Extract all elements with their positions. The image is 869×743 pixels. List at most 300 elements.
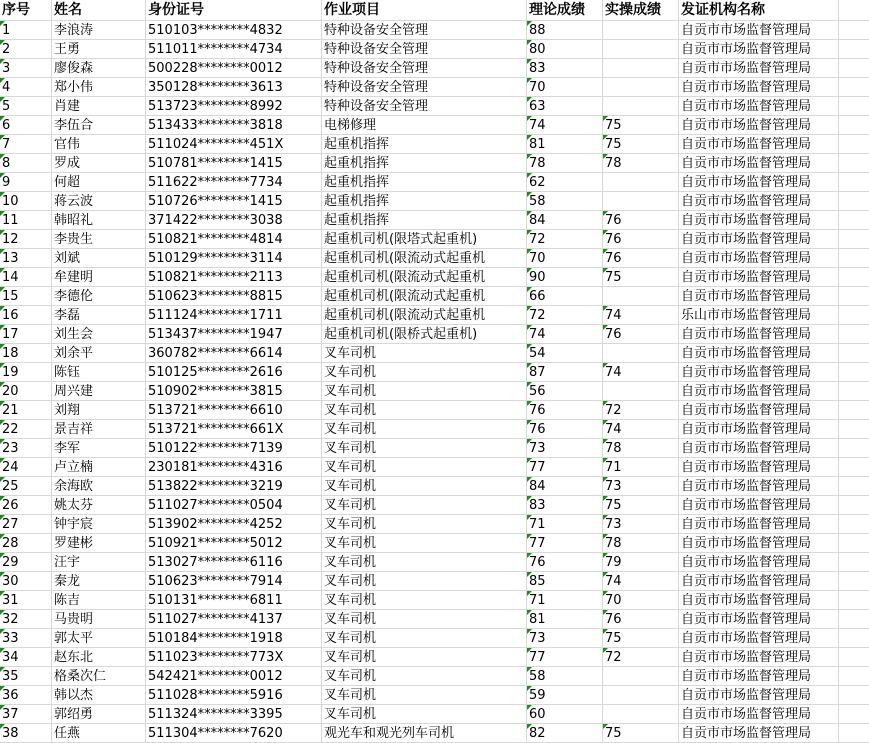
empty-cell[interactable] bbox=[839, 306, 869, 325]
id-cell[interactable]: 513437********1947 bbox=[146, 325, 322, 344]
authority-cell[interactable]: 自贡市市场监督管理局 bbox=[679, 173, 839, 192]
seq-cell[interactable]: 25 bbox=[0, 477, 52, 496]
name-cell[interactable]: 李伍合 bbox=[52, 116, 146, 135]
seq-cell[interactable]: 22 bbox=[0, 420, 52, 439]
project-cell[interactable]: 起重机司机(限流动式起重机 bbox=[322, 268, 527, 287]
authority-cell[interactable]: 自贡市市场监督管理局 bbox=[679, 78, 839, 97]
id-cell[interactable]: 510623********8815 bbox=[146, 287, 322, 306]
seq-cell[interactable]: 8 bbox=[0, 154, 52, 173]
authority-cell[interactable]: 自贡市市场监督管理局 bbox=[679, 59, 839, 78]
practical-score-cell[interactable]: 72 bbox=[603, 648, 679, 667]
project-cell[interactable]: 叉车司机 bbox=[322, 553, 527, 572]
empty-cell[interactable] bbox=[839, 648, 869, 667]
empty-cell[interactable] bbox=[839, 268, 869, 287]
theory-score-cell[interactable]: 58 bbox=[527, 192, 603, 211]
name-cell[interactable]: 韩以杰 bbox=[52, 686, 146, 705]
seq-cell[interactable]: 35 bbox=[0, 667, 52, 686]
name-cell[interactable]: 李磊 bbox=[52, 306, 146, 325]
authority-cell[interactable]: 自贡市市场监督管理局 bbox=[679, 211, 839, 230]
authority-cell[interactable]: 自贡市市场监督管理局 bbox=[679, 401, 839, 420]
project-cell[interactable]: 起重机司机(限流动式起重机 bbox=[322, 249, 527, 268]
seq-cell[interactable]: 30 bbox=[0, 572, 52, 591]
project-cell[interactable]: 特种设备安全管理 bbox=[322, 78, 527, 97]
seq-cell[interactable]: 18 bbox=[0, 344, 52, 363]
name-cell[interactable]: 牟建明 bbox=[52, 268, 146, 287]
practical-score-cell[interactable] bbox=[603, 287, 679, 306]
empty-cell[interactable] bbox=[839, 154, 869, 173]
id-cell[interactable]: 510921********5012 bbox=[146, 534, 322, 553]
practical-score-cell[interactable]: 78 bbox=[603, 534, 679, 553]
theory-score-cell[interactable]: 81 bbox=[527, 135, 603, 154]
theory-score-cell[interactable]: 77 bbox=[527, 534, 603, 553]
seq-cell[interactable]: 10 bbox=[0, 192, 52, 211]
name-cell[interactable]: 郭绍勇 bbox=[52, 705, 146, 724]
seq-cell[interactable]: 26 bbox=[0, 496, 52, 515]
authority-cell[interactable]: 自贡市市场监督管理局 bbox=[679, 515, 839, 534]
practical-score-cell[interactable] bbox=[603, 173, 679, 192]
name-cell[interactable]: 姚太芬 bbox=[52, 496, 146, 515]
name-cell[interactable]: 汪宇 bbox=[52, 553, 146, 572]
practical-score-cell[interactable]: 74 bbox=[603, 420, 679, 439]
name-cell[interactable]: 郑小伟 bbox=[52, 78, 146, 97]
id-cell[interactable]: 510131********6811 bbox=[146, 591, 322, 610]
empty-cell[interactable] bbox=[839, 78, 869, 97]
theory-score-cell[interactable]: 72 bbox=[527, 230, 603, 249]
id-cell[interactable]: 542421********0012 bbox=[146, 667, 322, 686]
authority-cell[interactable]: 自贡市市场监督管理局 bbox=[679, 534, 839, 553]
name-cell[interactable]: 官伟 bbox=[52, 135, 146, 154]
theory-score-cell[interactable]: 59 bbox=[527, 686, 603, 705]
theory-score-cell[interactable]: 74 bbox=[527, 325, 603, 344]
empty-cell[interactable] bbox=[839, 591, 869, 610]
empty-cell[interactable] bbox=[839, 458, 869, 477]
practical-score-cell[interactable]: 76 bbox=[603, 325, 679, 344]
theory-score-cell[interactable]: 76 bbox=[527, 553, 603, 572]
practical-score-cell[interactable]: 73 bbox=[603, 515, 679, 534]
seq-cell[interactable]: 28 bbox=[0, 534, 52, 553]
theory-score-cell[interactable]: 87 bbox=[527, 363, 603, 382]
project-cell[interactable]: 叉车司机 bbox=[322, 515, 527, 534]
authority-cell[interactable]: 自贡市市场监督管理局 bbox=[679, 116, 839, 135]
id-cell[interactable]: 510103********4832 bbox=[146, 21, 322, 40]
project-cell[interactable]: 起重机司机(限流动式起重机 bbox=[322, 306, 527, 325]
name-cell[interactable]: 秦龙 bbox=[52, 572, 146, 591]
name-cell[interactable]: 蒋云波 bbox=[52, 192, 146, 211]
empty-cell[interactable] bbox=[839, 420, 869, 439]
empty-cell[interactable] bbox=[839, 477, 869, 496]
seq-cell[interactable]: 21 bbox=[0, 401, 52, 420]
id-cell[interactable]: 510184********1918 bbox=[146, 629, 322, 648]
authority-cell[interactable]: 自贡市市场监督管理局 bbox=[679, 648, 839, 667]
empty-cell[interactable] bbox=[839, 363, 869, 382]
empty-cell[interactable] bbox=[839, 705, 869, 724]
name-cell[interactable]: 马贵明 bbox=[52, 610, 146, 629]
seq-cell[interactable]: 32 bbox=[0, 610, 52, 629]
practical-score-cell[interactable] bbox=[603, 667, 679, 686]
id-cell[interactable]: 510821********4814 bbox=[146, 230, 322, 249]
header-cell[interactable]: 实操成绩 bbox=[603, 0, 679, 21]
theory-score-cell[interactable]: 78 bbox=[527, 154, 603, 173]
name-cell[interactable]: 何超 bbox=[52, 173, 146, 192]
authority-cell[interactable]: 自贡市市场监督管理局 bbox=[679, 667, 839, 686]
project-cell[interactable]: 叉车司机 bbox=[322, 420, 527, 439]
authority-cell[interactable]: 自贡市市场监督管理局 bbox=[679, 230, 839, 249]
seq-cell[interactable]: 24 bbox=[0, 458, 52, 477]
theory-score-cell[interactable]: 54 bbox=[527, 344, 603, 363]
empty-cell[interactable] bbox=[839, 211, 869, 230]
practical-score-cell[interactable]: 76 bbox=[603, 610, 679, 629]
name-cell[interactable]: 刘翔 bbox=[52, 401, 146, 420]
theory-score-cell[interactable]: 58 bbox=[527, 667, 603, 686]
practical-score-cell[interactable]: 73 bbox=[603, 477, 679, 496]
authority-cell[interactable]: 自贡市市场监督管理局 bbox=[679, 325, 839, 344]
theory-score-cell[interactable]: 77 bbox=[527, 458, 603, 477]
theory-score-cell[interactable]: 76 bbox=[527, 401, 603, 420]
project-cell[interactable]: 叉车司机 bbox=[322, 667, 527, 686]
authority-cell[interactable]: 自贡市市场监督管理局 bbox=[679, 705, 839, 724]
practical-score-cell[interactable]: 76 bbox=[603, 249, 679, 268]
name-cell[interactable]: 景吉祥 bbox=[52, 420, 146, 439]
seq-cell[interactable]: 17 bbox=[0, 325, 52, 344]
authority-cell[interactable]: 自贡市市场监督管理局 bbox=[679, 686, 839, 705]
project-cell[interactable]: 起重机司机(限流动式起重机 bbox=[322, 287, 527, 306]
project-cell[interactable]: 起重机司机(限桥式起重机) bbox=[322, 325, 527, 344]
empty-cell[interactable] bbox=[839, 287, 869, 306]
practical-score-cell[interactable]: 75 bbox=[603, 116, 679, 135]
id-cell[interactable]: 510122********7139 bbox=[146, 439, 322, 458]
id-cell[interactable]: 511011********4734 bbox=[146, 40, 322, 59]
theory-score-cell[interactable]: 84 bbox=[527, 211, 603, 230]
authority-cell[interactable]: 自贡市市场监督管理局 bbox=[679, 363, 839, 382]
id-cell[interactable]: 510902********3815 bbox=[146, 382, 322, 401]
empty-cell[interactable] bbox=[839, 59, 869, 78]
empty-cell[interactable] bbox=[839, 496, 869, 515]
authority-cell[interactable]: 自贡市市场监督管理局 bbox=[679, 382, 839, 401]
project-cell[interactable]: 特种设备安全管理 bbox=[322, 97, 527, 116]
name-cell[interactable]: 格桑次仁 bbox=[52, 667, 146, 686]
practical-score-cell[interactable]: 79 bbox=[603, 553, 679, 572]
seq-cell[interactable]: 7 bbox=[0, 135, 52, 154]
practical-score-cell[interactable] bbox=[603, 40, 679, 59]
seq-cell[interactable]: 1 bbox=[0, 21, 52, 40]
authority-cell[interactable]: 自贡市市场监督管理局 bbox=[679, 724, 839, 743]
id-cell[interactable]: 513721********661X bbox=[146, 420, 322, 439]
id-cell[interactable]: 510726********1415 bbox=[146, 192, 322, 211]
authority-cell[interactable]: 自贡市市场监督管理局 bbox=[679, 439, 839, 458]
name-cell[interactable]: 周兴建 bbox=[52, 382, 146, 401]
seq-cell[interactable]: 4 bbox=[0, 78, 52, 97]
seq-cell[interactable]: 15 bbox=[0, 287, 52, 306]
project-cell[interactable]: 特种设备安全管理 bbox=[322, 21, 527, 40]
project-cell[interactable]: 叉车司机 bbox=[322, 477, 527, 496]
theory-score-cell[interactable]: 66 bbox=[527, 287, 603, 306]
theory-score-cell[interactable]: 80 bbox=[527, 40, 603, 59]
project-cell[interactable]: 电梯修理 bbox=[322, 116, 527, 135]
seq-cell[interactable]: 23 bbox=[0, 439, 52, 458]
practical-score-cell[interactable]: 76 bbox=[603, 230, 679, 249]
name-cell[interactable]: 任燕 bbox=[52, 724, 146, 743]
seq-cell[interactable]: 27 bbox=[0, 515, 52, 534]
practical-score-cell[interactable]: 75 bbox=[603, 268, 679, 287]
name-cell[interactable]: 李浪涛 bbox=[52, 21, 146, 40]
empty-cell[interactable] bbox=[839, 382, 869, 401]
seq-cell[interactable]: 12 bbox=[0, 230, 52, 249]
id-cell[interactable]: 510125********2616 bbox=[146, 363, 322, 382]
project-cell[interactable]: 叉车司机 bbox=[322, 610, 527, 629]
id-cell[interactable]: 513433********3818 bbox=[146, 116, 322, 135]
header-cell[interactable]: 理论成绩 bbox=[527, 0, 603, 21]
id-cell[interactable]: 511027********4137 bbox=[146, 610, 322, 629]
theory-score-cell[interactable]: 85 bbox=[527, 572, 603, 591]
id-cell[interactable]: 510129********3114 bbox=[146, 249, 322, 268]
project-cell[interactable]: 叉车司机 bbox=[322, 648, 527, 667]
authority-cell[interactable]: 自贡市市场监督管理局 bbox=[679, 268, 839, 287]
theory-score-cell[interactable]: 71 bbox=[527, 591, 603, 610]
theory-score-cell[interactable]: 83 bbox=[527, 59, 603, 78]
id-cell[interactable]: 511028********5916 bbox=[146, 686, 322, 705]
practical-score-cell[interactable]: 78 bbox=[603, 154, 679, 173]
authority-cell[interactable]: 自贡市市场监督管理局 bbox=[679, 344, 839, 363]
name-cell[interactable]: 李贵生 bbox=[52, 230, 146, 249]
id-cell[interactable]: 500228********0012 bbox=[146, 59, 322, 78]
empty-cell[interactable] bbox=[839, 116, 869, 135]
theory-score-cell[interactable]: 77 bbox=[527, 648, 603, 667]
id-cell[interactable]: 350128********3613 bbox=[146, 78, 322, 97]
theory-score-cell[interactable]: 56 bbox=[527, 382, 603, 401]
authority-cell[interactable]: 自贡市市场监督管理局 bbox=[679, 629, 839, 648]
practical-score-cell[interactable] bbox=[603, 705, 679, 724]
seq-cell[interactable]: 33 bbox=[0, 629, 52, 648]
authority-cell[interactable]: 自贡市市场监督管理局 bbox=[679, 477, 839, 496]
name-cell[interactable]: 钟宇宸 bbox=[52, 515, 146, 534]
seq-cell[interactable]: 13 bbox=[0, 249, 52, 268]
project-cell[interactable]: 观光车和观光列车司机 bbox=[322, 724, 527, 743]
name-cell[interactable]: 王勇 bbox=[52, 40, 146, 59]
practical-score-cell[interactable]: 74 bbox=[603, 572, 679, 591]
practical-score-cell[interactable]: 74 bbox=[603, 306, 679, 325]
id-cell[interactable]: 510781********1415 bbox=[146, 154, 322, 173]
id-cell[interactable]: 511304********7620 bbox=[146, 724, 322, 743]
seq-cell[interactable]: 3 bbox=[0, 59, 52, 78]
name-cell[interactable]: 廖俊森 bbox=[52, 59, 146, 78]
name-cell[interactable]: 郭太平 bbox=[52, 629, 146, 648]
empty-cell[interactable] bbox=[839, 572, 869, 591]
practical-score-cell[interactable] bbox=[603, 97, 679, 116]
empty-cell[interactable] bbox=[839, 135, 869, 154]
project-cell[interactable]: 叉车司机 bbox=[322, 439, 527, 458]
theory-score-cell[interactable]: 81 bbox=[527, 610, 603, 629]
authority-cell[interactable]: 自贡市市场监督管理局 bbox=[679, 496, 839, 515]
authority-cell[interactable]: 自贡市市场监督管理局 bbox=[679, 135, 839, 154]
project-cell[interactable]: 叉车司机 bbox=[322, 534, 527, 553]
theory-score-cell[interactable]: 60 bbox=[527, 705, 603, 724]
theory-score-cell[interactable]: 62 bbox=[527, 173, 603, 192]
practical-score-cell[interactable]: 76 bbox=[603, 211, 679, 230]
name-cell[interactable]: 罗成 bbox=[52, 154, 146, 173]
authority-cell[interactable]: 自贡市市场监督管理局 bbox=[679, 591, 839, 610]
project-cell[interactable]: 叉车司机 bbox=[322, 591, 527, 610]
authority-cell[interactable]: 乐山市市场监督管理局 bbox=[679, 306, 839, 325]
name-cell[interactable]: 刘斌 bbox=[52, 249, 146, 268]
theory-score-cell[interactable]: 83 bbox=[527, 496, 603, 515]
project-cell[interactable]: 叉车司机 bbox=[322, 382, 527, 401]
theory-score-cell[interactable]: 72 bbox=[527, 306, 603, 325]
practical-score-cell[interactable]: 75 bbox=[603, 724, 679, 743]
project-cell[interactable]: 特种设备安全管理 bbox=[322, 40, 527, 59]
theory-score-cell[interactable]: 76 bbox=[527, 420, 603, 439]
authority-cell[interactable]: 自贡市市场监督管理局 bbox=[679, 458, 839, 477]
theory-score-cell[interactable]: 73 bbox=[527, 629, 603, 648]
header-cell[interactable]: 姓名 bbox=[52, 0, 146, 21]
authority-cell[interactable]: 自贡市市场监督管理局 bbox=[679, 249, 839, 268]
practical-score-cell[interactable]: 78 bbox=[603, 439, 679, 458]
seq-cell[interactable]: 6 bbox=[0, 116, 52, 135]
theory-score-cell[interactable]: 73 bbox=[527, 439, 603, 458]
theory-score-cell[interactable]: 70 bbox=[527, 249, 603, 268]
authority-cell[interactable]: 自贡市市场监督管理局 bbox=[679, 287, 839, 306]
seq-cell[interactable]: 36 bbox=[0, 686, 52, 705]
practical-score-cell[interactable] bbox=[603, 344, 679, 363]
name-cell[interactable]: 刘余平 bbox=[52, 344, 146, 363]
project-cell[interactable]: 起重机指挥 bbox=[322, 135, 527, 154]
id-cell[interactable]: 511324********3395 bbox=[146, 705, 322, 724]
empty-cell[interactable] bbox=[839, 610, 869, 629]
seq-cell[interactable]: 11 bbox=[0, 211, 52, 230]
id-cell[interactable]: 510821********2113 bbox=[146, 268, 322, 287]
practical-score-cell[interactable]: 71 bbox=[603, 458, 679, 477]
empty-cell[interactable] bbox=[839, 325, 869, 344]
header-cell[interactable]: 身份证号 bbox=[146, 0, 322, 21]
theory-score-cell[interactable]: 63 bbox=[527, 97, 603, 116]
name-cell[interactable]: 卢立楠 bbox=[52, 458, 146, 477]
practical-score-cell[interactable]: 75 bbox=[603, 629, 679, 648]
name-cell[interactable]: 李德伦 bbox=[52, 287, 146, 306]
seq-cell[interactable]: 9 bbox=[0, 173, 52, 192]
name-cell[interactable]: 赵东北 bbox=[52, 648, 146, 667]
empty-cell[interactable] bbox=[839, 629, 869, 648]
empty-cell[interactable] bbox=[839, 173, 869, 192]
authority-cell[interactable]: 自贡市市场监督管理局 bbox=[679, 21, 839, 40]
practical-score-cell[interactable]: 70 bbox=[603, 591, 679, 610]
empty-cell[interactable] bbox=[839, 21, 869, 40]
project-cell[interactable]: 叉车司机 bbox=[322, 572, 527, 591]
project-cell[interactable]: 起重机指挥 bbox=[322, 192, 527, 211]
project-cell[interactable]: 特种设备安全管理 bbox=[322, 59, 527, 78]
project-cell[interactable]: 叉车司机 bbox=[322, 705, 527, 724]
authority-cell[interactable]: 自贡市市场监督管理局 bbox=[679, 420, 839, 439]
project-cell[interactable]: 叉车司机 bbox=[322, 496, 527, 515]
practical-score-cell[interactable] bbox=[603, 192, 679, 211]
seq-cell[interactable]: 16 bbox=[0, 306, 52, 325]
empty-cell[interactable] bbox=[839, 230, 869, 249]
empty-cell[interactable] bbox=[839, 192, 869, 211]
project-cell[interactable]: 叉车司机 bbox=[322, 344, 527, 363]
practical-score-cell[interactable]: 75 bbox=[603, 496, 679, 515]
theory-score-cell[interactable]: 74 bbox=[527, 116, 603, 135]
name-cell[interactable]: 刘生会 bbox=[52, 325, 146, 344]
empty-cell[interactable] bbox=[839, 97, 869, 116]
seq-cell[interactable]: 31 bbox=[0, 591, 52, 610]
empty-cell[interactable] bbox=[839, 401, 869, 420]
name-cell[interactable]: 陈钰 bbox=[52, 363, 146, 382]
id-cell[interactable]: 230181********4316 bbox=[146, 458, 322, 477]
authority-cell[interactable]: 自贡市市场监督管理局 bbox=[679, 553, 839, 572]
seq-cell[interactable]: 14 bbox=[0, 268, 52, 287]
practical-score-cell[interactable] bbox=[603, 382, 679, 401]
seq-cell[interactable]: 34 bbox=[0, 648, 52, 667]
empty-cell[interactable] bbox=[839, 439, 869, 458]
id-cell[interactable]: 513027********6116 bbox=[146, 553, 322, 572]
practical-score-cell[interactable]: 75 bbox=[603, 135, 679, 154]
seq-cell[interactable]: 2 bbox=[0, 40, 52, 59]
id-cell[interactable]: 371422********3038 bbox=[146, 211, 322, 230]
authority-cell[interactable]: 自贡市市场监督管理局 bbox=[679, 154, 839, 173]
practical-score-cell[interactable]: 72 bbox=[603, 401, 679, 420]
project-cell[interactable]: 起重机指挥 bbox=[322, 154, 527, 173]
seq-cell[interactable]: 37 bbox=[0, 705, 52, 724]
seq-cell[interactable]: 29 bbox=[0, 553, 52, 572]
project-cell[interactable]: 叉车司机 bbox=[322, 458, 527, 477]
seq-cell[interactable]: 20 bbox=[0, 382, 52, 401]
empty-cell[interactable] bbox=[839, 0, 869, 21]
practical-score-cell[interactable]: 74 bbox=[603, 363, 679, 382]
authority-cell[interactable]: 自贡市市场监督管理局 bbox=[679, 40, 839, 59]
name-cell[interactable]: 李军 bbox=[52, 439, 146, 458]
project-cell[interactable]: 叉车司机 bbox=[322, 686, 527, 705]
theory-score-cell[interactable]: 90 bbox=[527, 268, 603, 287]
project-cell[interactable]: 起重机指挥 bbox=[322, 173, 527, 192]
empty-cell[interactable] bbox=[839, 686, 869, 705]
id-cell[interactable]: 511124********1711 bbox=[146, 306, 322, 325]
seq-cell[interactable]: 19 bbox=[0, 363, 52, 382]
authority-cell[interactable]: 自贡市市场监督管理局 bbox=[679, 192, 839, 211]
empty-cell[interactable] bbox=[839, 724, 869, 743]
project-cell[interactable]: 起重机指挥 bbox=[322, 211, 527, 230]
seq-cell[interactable]: 38 bbox=[0, 724, 52, 743]
id-cell[interactable]: 360782********6614 bbox=[146, 344, 322, 363]
project-cell[interactable]: 起重机司机(限塔式起重机) bbox=[322, 230, 527, 249]
name-cell[interactable]: 韩昭礼 bbox=[52, 211, 146, 230]
empty-cell[interactable] bbox=[839, 249, 869, 268]
theory-score-cell[interactable]: 84 bbox=[527, 477, 603, 496]
authority-cell[interactable]: 自贡市市场监督管理局 bbox=[679, 610, 839, 629]
header-cell[interactable]: 作业项目 bbox=[322, 0, 527, 21]
theory-score-cell[interactable]: 70 bbox=[527, 78, 603, 97]
theory-score-cell[interactable]: 88 bbox=[527, 21, 603, 40]
empty-cell[interactable] bbox=[839, 553, 869, 572]
empty-cell[interactable] bbox=[839, 344, 869, 363]
empty-cell[interactable] bbox=[839, 515, 869, 534]
practical-score-cell[interactable] bbox=[603, 21, 679, 40]
id-cell[interactable]: 511024********451X bbox=[146, 135, 322, 154]
id-cell[interactable]: 511622********7734 bbox=[146, 173, 322, 192]
name-cell[interactable]: 陈吉 bbox=[52, 591, 146, 610]
empty-cell[interactable] bbox=[839, 40, 869, 59]
project-cell[interactable]: 叉车司机 bbox=[322, 401, 527, 420]
authority-cell[interactable]: 自贡市市场监督管理局 bbox=[679, 97, 839, 116]
header-cell[interactable]: 序号 bbox=[0, 0, 52, 21]
name-cell[interactable]: 余海欧 bbox=[52, 477, 146, 496]
id-cell[interactable]: 513721********6610 bbox=[146, 401, 322, 420]
id-cell[interactable]: 510623********7914 bbox=[146, 572, 322, 591]
authority-cell[interactable]: 自贡市市场监督管理局 bbox=[679, 572, 839, 591]
project-cell[interactable]: 叉车司机 bbox=[322, 363, 527, 382]
id-cell[interactable]: 513902********4252 bbox=[146, 515, 322, 534]
empty-cell[interactable] bbox=[839, 534, 869, 553]
practical-score-cell[interactable] bbox=[603, 59, 679, 78]
id-cell[interactable]: 513822********3219 bbox=[146, 477, 322, 496]
id-cell[interactable]: 513723********8992 bbox=[146, 97, 322, 116]
